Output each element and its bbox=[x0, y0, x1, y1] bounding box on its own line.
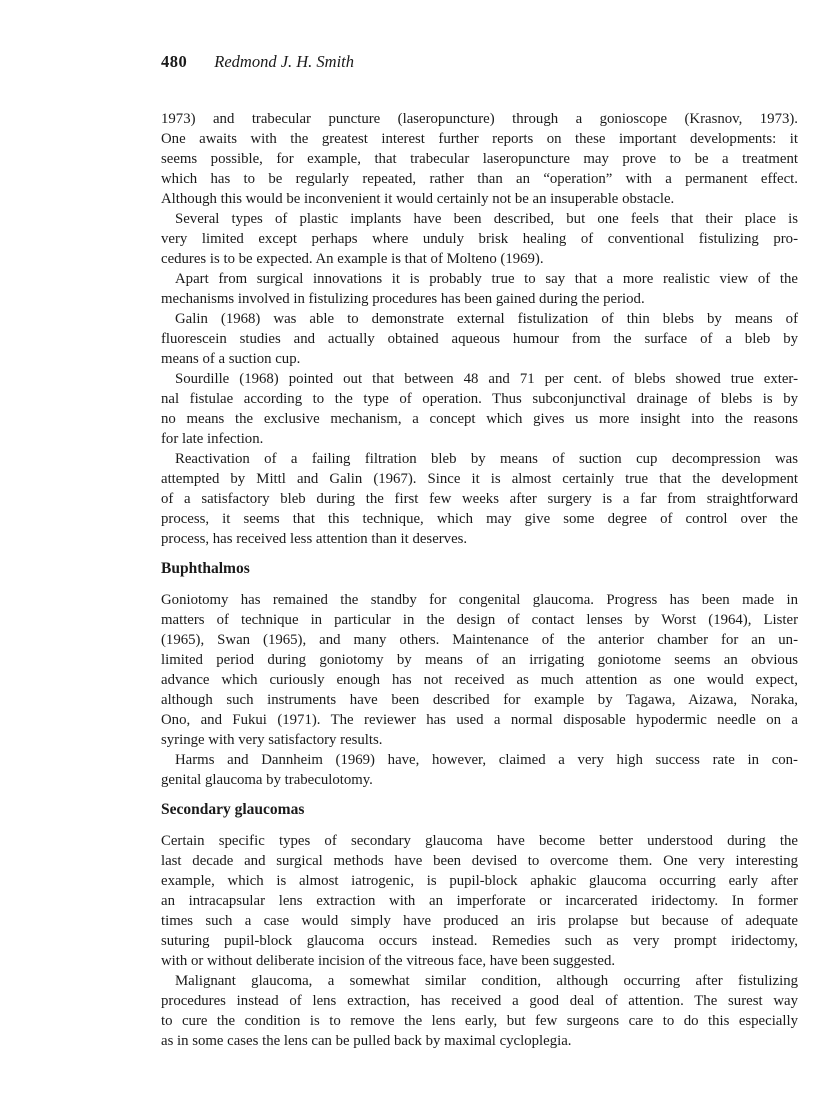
section-heading: Secondary glaucomas bbox=[161, 801, 305, 818]
page-body bbox=[161, 109, 798, 1051]
text-line: which has to be regularly repeated, rather than an “operation” with a permanent effect. bbox=[161, 171, 798, 187]
text-line: nal fistulae according to the type of operation. Thus subconjunctival drainage of blebs is by bbox=[161, 391, 798, 407]
text-line: genital glaucoma by trabeculotomy. bbox=[161, 772, 373, 788]
running-author: Redmond J. H. Smith bbox=[214, 52, 355, 71]
text-line: Harms and Dannheim (1969) have, however, claimed a very high success rate in con- bbox=[175, 752, 798, 768]
paragraph bbox=[161, 750, 798, 790]
text-line: Ono, and Fukui (1971). The reviewer has used a normal disposable hypodermic needle on a bbox=[161, 712, 798, 728]
paragraph bbox=[161, 209, 798, 269]
text-line: Several types of plastic implants have been described, but one feels that their place is bbox=[175, 211, 798, 227]
running-head bbox=[161, 52, 354, 72]
text-line: (1965), Swan (1965), and many others. Maintenance of the anterior chamber for an un- bbox=[161, 632, 798, 648]
text-line: Sourdille (1968) pointed out that between 48 and 71 per cent. of blebs showed true exter- bbox=[175, 371, 798, 387]
text-line: advance which curiously enough has not received as much attention as one would expect, bbox=[161, 672, 798, 688]
page-number: 480 bbox=[161, 52, 188, 71]
text-line: matters of technique in particular in the design of contact lenses by Worst (1964), Lister bbox=[161, 612, 798, 628]
text-line: process, it seems that this technique, which may give some degree of control over the bbox=[161, 511, 798, 527]
text-line: Although this would be inconvenient it would certainly not be an insuperable obstacle. bbox=[161, 191, 675, 207]
text-line: for late infection. bbox=[161, 431, 264, 447]
paragraph bbox=[161, 309, 798, 369]
text-line: no means the exclusive mechanism, a concept which gives us more insight into the reasons bbox=[161, 411, 798, 427]
text-line: Goniotomy has remained the standby for congenital glaucoma. Progress has been made in bbox=[161, 592, 798, 608]
paragraph bbox=[161, 109, 798, 209]
text-line: as in some cases the lens can be pulled back by maximal cycloplegia. bbox=[161, 1033, 572, 1049]
text-line: suturing pupil-block glaucoma occurs instead. Remedies such as very prompt iridectomy, bbox=[161, 933, 798, 949]
paragraph bbox=[161, 449, 798, 549]
text-line: 1973) and trabecular puncture (laseropuncture) through a gonioscope (Krasnov, 1973). bbox=[161, 111, 798, 127]
text-line: with or without deliberate incision of the vitreous face, have been suggested. bbox=[161, 953, 616, 969]
text-line: seems possible, for example, that trabecular laseropuncture may prove to be a treatment bbox=[161, 151, 798, 167]
text-line: of a satisfactory bleb during the first few weeks after surgery is a far from straightforward bbox=[161, 491, 798, 507]
text-line: an intracapsular lens extraction with an imperforate or incarcerated iridectomy. In former bbox=[161, 893, 798, 909]
paragraph bbox=[161, 369, 798, 449]
text-line: times such a case would simply have produced an iris prolapse but because of adequate bbox=[161, 913, 798, 929]
text-line: Reactivation of a failing filtration bleb by means of suction cup decompression was bbox=[175, 451, 798, 467]
text-line: limited period during goniotomy by means of an irrigating goniotome seems an obvious bbox=[161, 652, 798, 668]
text-line: One awaits with the greatest interest further reports on these important developments: it bbox=[161, 131, 798, 147]
text-line: process, has received less attention than it deserves. bbox=[161, 531, 468, 547]
text-line: fluorescein studies and actually obtained aqueous humour from the surface of a bleb by bbox=[161, 331, 798, 347]
text-line: mechanisms involved in fistulizing procedures has been gained during the period. bbox=[161, 291, 645, 307]
paragraph bbox=[161, 590, 798, 750]
text-line: last decade and surgical methods have been devised to overcome them. One very interesting bbox=[161, 853, 798, 869]
paragraph bbox=[161, 269, 798, 309]
text-line: Malignant glaucoma, a somewhat similar condition, although occurring after fistulizing bbox=[175, 973, 798, 989]
paragraph bbox=[161, 971, 798, 1051]
text-line: Certain specific types of secondary glaucoma have become better understood during the bbox=[161, 833, 798, 849]
text-line: attempted by Mittl and Galin (1967). Since it is almost certainly true that the development bbox=[161, 471, 798, 487]
text-line: Galin (1968) was able to demonstrate external fistulization of thin blebs by means of bbox=[175, 311, 798, 327]
text-line: example, which is almost iatrogenic, is pupil-block aphakic glaucoma occurring early after bbox=[161, 873, 798, 889]
text-line: Apart from surgical innovations it is probably true to say that a more realistic view of the bbox=[175, 271, 798, 287]
text-line: although such instruments have been described for example by Tagawa, Aizawa, Noraka, bbox=[161, 692, 798, 708]
paragraph bbox=[161, 831, 798, 971]
text-line: to cure the condition is to remove the lens early, but few surgeons care to do this especially bbox=[161, 1013, 798, 1029]
text-line: very limited except perhaps where unduly brisk healing of conventional fistulizing pro- bbox=[161, 231, 798, 247]
text-line: syringe with very satisfactory results. bbox=[161, 732, 383, 748]
text-line: procedures instead of lens extraction, has received a good deal of attention. The surest way bbox=[161, 993, 798, 1009]
section-heading: Buphthalmos bbox=[161, 560, 250, 577]
text-line: cedures is to be expected. An example is that of Molteno (1969). bbox=[161, 251, 544, 267]
text-line: means of a suction cup. bbox=[161, 351, 301, 367]
